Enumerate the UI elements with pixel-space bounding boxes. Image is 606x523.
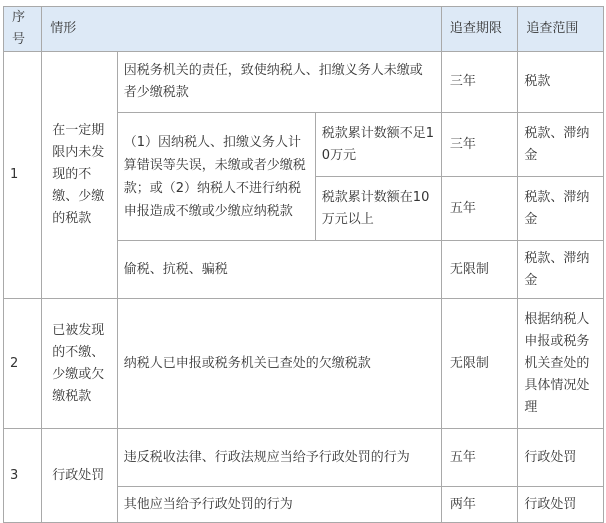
row-situation: 因税务机关的责任，致使纳税人、扣缴义务人未缴或者少缴税款 [117, 52, 441, 113]
row-no: 2 [4, 299, 42, 429]
tax-recovery-table [3, 6, 604, 523]
row-situation: 其他应当给予行政处罚的行为 [117, 487, 441, 523]
header-limit: 追查期限 [441, 7, 518, 52]
row-limit: 五年 [441, 177, 518, 241]
row-situation: （1）因纳税人、扣缴义务人计算错误等失误，未缴或者少缴税款；或（2）纳税人不进行纳税申报造成不缴或少缴应纳税款 [117, 113, 315, 241]
row-limit: 三年 [441, 113, 518, 177]
row-scope: 根据纳税人申报或税务机关查处的具体情况处理 [518, 299, 604, 429]
row-situation: 纳税人已申报或税务机关已查处的欠缴税款 [117, 299, 441, 429]
table-row [4, 429, 604, 487]
row-limit: 无限制 [441, 299, 518, 429]
row-limit: 五年 [441, 429, 518, 487]
row-scope: 税款 [518, 52, 604, 113]
row-category: 已被发现的不缴、少缴或欠缴税款 [42, 299, 117, 429]
row-no: 1 [4, 52, 42, 299]
header-no: 序号 [4, 7, 42, 52]
table-row [4, 52, 604, 113]
header-situation: 情形 [42, 7, 442, 52]
row-scope: 税款、滞纳金 [518, 177, 604, 241]
row-situation: 偷税、抗税、骗税 [117, 241, 441, 299]
row-scope: 税款、滞纳金 [518, 113, 604, 177]
row-scope: 行政处罚 [518, 429, 604, 487]
row-sub-condition: 税款累计数额在10万元以上 [315, 177, 441, 241]
row-category: 行政处罚 [42, 429, 117, 523]
row-sub-condition: 税款累计数额不足10万元 [315, 113, 441, 177]
header-scope: 追查范围 [518, 7, 604, 52]
row-category: 在一定期限内未发现的不缴、少缴的税款 [42, 52, 117, 299]
row-limit: 两年 [441, 487, 518, 523]
row-scope: 行政处罚 [518, 487, 604, 523]
table-row [4, 299, 604, 429]
row-limit: 三年 [441, 52, 518, 113]
row-no: 3 [4, 429, 42, 523]
row-situation: 违反税收法律、行政法规应当给予行政处罚的行为 [117, 429, 441, 487]
row-scope: 税款、滞纳金 [518, 241, 604, 299]
row-limit: 无限制 [441, 241, 518, 299]
header-row [4, 7, 604, 52]
